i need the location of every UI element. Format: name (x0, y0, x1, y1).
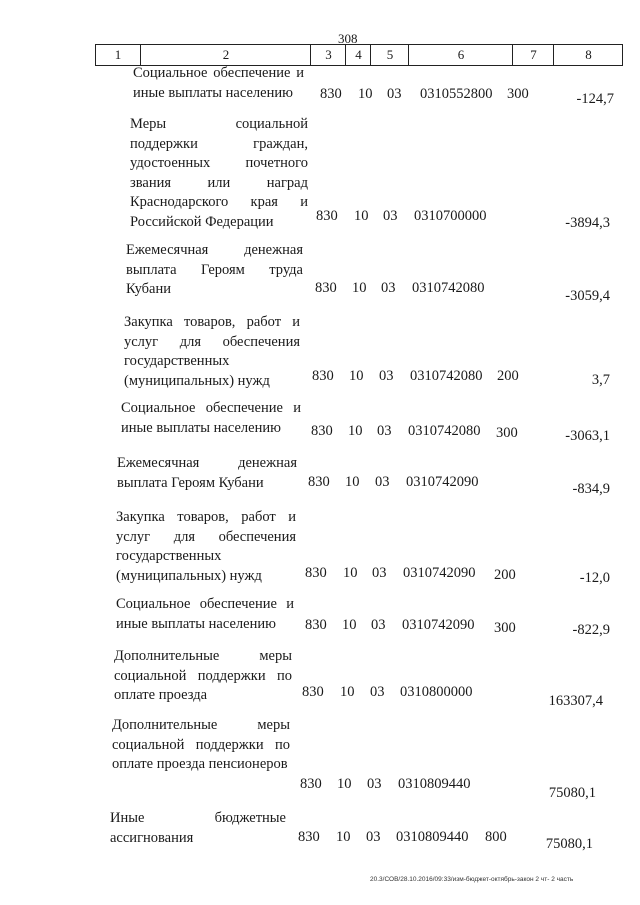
row-code-3: 830 (312, 368, 334, 384)
row-code-6: 0310742080 (410, 368, 483, 384)
row-amount: -822,9 (572, 622, 610, 638)
header-col-1: 1 (114, 47, 122, 62)
row-code-7: 300 (496, 425, 518, 441)
row-code-5: 03 (387, 86, 402, 102)
row-code-3: 830 (308, 474, 330, 490)
row-code-3: 830 (298, 829, 320, 845)
row-name: Дополнительные меры социальной поддержки по оплате проезда пенсионеров (112, 717, 290, 772)
header-col-3: 3 (310, 45, 346, 65)
row-code-3: 830 (320, 86, 342, 102)
row-name: Социальное обеспечение и иные выплаты населению (121, 400, 301, 436)
row-code-6: 0310742080 (412, 280, 485, 296)
row-code-7: 300 (494, 620, 516, 636)
row-amount: -3059,4 (565, 288, 610, 304)
row-code-6: 0310742090 (402, 617, 475, 633)
row-code-6: 0310742090 (406, 474, 479, 490)
row-name: Социальное обеспечение и иные выплаты населению (116, 596, 294, 632)
header-col-2: 2 (140, 45, 311, 65)
row-code-3: 830 (302, 684, 324, 700)
page-number: 308 (338, 31, 358, 46)
row-name: Меры социальной поддержки граждан, удостоенных почетного звания или наград Краснодарского края и Российской Федерации (130, 116, 308, 230)
row-code-4: 10 (343, 565, 358, 581)
row-code-5: 03 (367, 776, 382, 792)
row-code-6: 0310700000 (414, 208, 487, 224)
row-code-7: 200 (497, 368, 519, 384)
header-col-7: 7 (512, 45, 554, 65)
row-code-7: 800 (485, 829, 507, 845)
table-header (95, 44, 623, 66)
row-code-3: 830 (315, 280, 337, 296)
row-name: Дополнительные меры социальной поддержки по оплате проезда (114, 648, 292, 703)
row-code-6: 0310809440 (398, 776, 471, 792)
row-code-6: 0310742090 (403, 565, 476, 581)
row-code-4: 10 (336, 829, 351, 845)
row-name: Закупка товаров, работ и услуг для обеспечения государственных (муниципальных) нужд (116, 509, 296, 584)
row-code-4: 10 (354, 208, 369, 224)
header-col-8: 8 (553, 45, 623, 65)
row-code-5: 03 (379, 368, 394, 384)
row-code-4: 10 (340, 684, 355, 700)
row-code-6: 0310552800 (420, 86, 493, 102)
row-code-3: 830 (311, 423, 333, 439)
row-code-6: 0310809440 (396, 829, 469, 845)
row-code-7: 300 (507, 86, 529, 102)
row-code-6: 0310800000 (400, 684, 473, 700)
row-amount: 75080,1 (545, 836, 593, 852)
row-code-5: 03 (377, 423, 392, 439)
row-code-5: 03 (375, 474, 390, 490)
header-col-4: 4 (345, 45, 371, 65)
row-code-5: 03 (366, 829, 381, 845)
header-col-6: 6 (408, 45, 513, 65)
header-col-5: 5 (370, 45, 409, 65)
row-code-3: 830 (305, 565, 327, 581)
row-name: Ежемесячная денежная выплата Героям Кубани (117, 455, 297, 491)
row-amount: -3894,3 (565, 215, 610, 231)
row-amount: 75080,1 (548, 785, 596, 801)
row-amount: 3,7 (591, 372, 610, 388)
row-amount: -834,9 (572, 481, 610, 497)
row-code-4: 10 (358, 86, 373, 102)
row-code-3: 830 (316, 208, 338, 224)
row-code-6: 0310742080 (408, 423, 481, 439)
footer-file-path: 20.3/СОВ/28.10.2016/09:33/изм-бюджет-октябрь-закон 2 чт- 2 часть (370, 876, 574, 883)
row-code-4: 10 (348, 423, 363, 439)
row-code-4: 10 (349, 368, 364, 384)
row-amount: 163307,4 (548, 693, 603, 709)
row-name: Социальное обеспечение и иные выплаты населению (133, 65, 304, 101)
row-code-4: 10 (342, 617, 357, 633)
row-code-5: 03 (370, 684, 385, 700)
row-code-4: 10 (352, 280, 367, 296)
row-code-5: 03 (371, 617, 386, 633)
row-code-3: 830 (305, 617, 327, 633)
row-code-5: 03 (372, 565, 387, 581)
row-code-3: 830 (300, 776, 322, 792)
row-amount: -3063,1 (565, 428, 610, 444)
row-code-5: 03 (381, 280, 396, 296)
row-name: Закупка товаров, работ и услуг для обеспечения государственных (муниципальных) нужд (124, 314, 300, 389)
row-code-5: 03 (383, 208, 398, 224)
row-code-4: 10 (337, 776, 352, 792)
row-amount: -124,7 (576, 91, 614, 107)
row-amount: -12,0 (579, 570, 610, 586)
row-name: Иные бюджетные ассигнования (110, 810, 286, 846)
row-name: Ежемесячная денежная выплата Героям труда Кубани (126, 242, 303, 297)
row-code-4: 10 (345, 474, 360, 490)
row-code-7: 200 (494, 567, 516, 583)
